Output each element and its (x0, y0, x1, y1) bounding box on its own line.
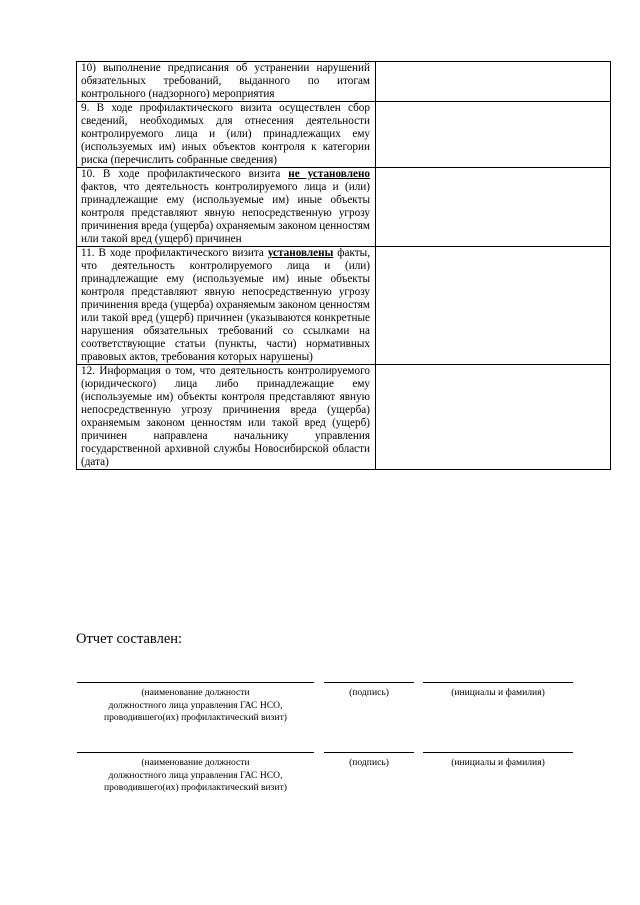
description-text: 10) выполнение предписания об устранении нарушений обязательных требований, выданного по итогам контрольного (надзорного) мероприятия (81, 62, 370, 100)
position-caption-line-3: проводившего(их) профилактический визит) (104, 782, 287, 793)
row-description (77, 247, 376, 365)
position-caption-line-1: (наименование должности (141, 757, 250, 768)
report-row (77, 62, 611, 102)
description-text: 12. Информация о том, что деятельность контролируемого (юридического) лица либо принадлежащие ему (используемые им) объекты контроля представляют явную непосредственную угрозу причинения вреда (ущерба) охраняемым законом ценностям или такой вред (ущерб) причинен направлена начальнику управления государственной архивной службы Новосибирской области (дата) (81, 365, 370, 468)
row-description (77, 102, 376, 168)
signature-line (324, 682, 414, 683)
report-row (77, 102, 611, 168)
emphasized-phrase: не установлено (288, 168, 370, 180)
name-line (423, 752, 573, 753)
row-value-cell[interactable] (376, 62, 611, 102)
signature-caption: (подпись) (349, 687, 389, 698)
position-caption (77, 687, 314, 725)
report-row (77, 247, 611, 365)
description-text: факты, что деятельность контролируемого лица и (или) принадлежащие ему (используемые им) иные объекты контроля представляют явную непосредственную угрозу причинения вреда (ущерба) охраняемым законом ценностям или такой вред (ущерб) причинен (указываются конкретные нарушения обязательных требований со ссылками на соответствующие статьи (пункты, части) нормативных правовых актов, требования которых нарушены) (81, 247, 370, 363)
position-caption (77, 757, 314, 795)
row-value-cell[interactable] (376, 365, 611, 470)
description-text: 11. В ходе профилактического визита (81, 247, 268, 259)
description-text: фактов, что деятельность контролируемого лица и (или) принадлежащие ему (используемые им) иные объекты контроля представляют явную непосредственную угрозу причинения вреда (ущерба) охраняемым законом ценностям или такой вред (ущерб) причинен (81, 181, 370, 245)
description-text: 10. В ходе профилактического визита (81, 168, 289, 180)
signature-caption: (подпись) (349, 757, 389, 768)
row-description (77, 62, 376, 102)
position-line (77, 752, 314, 753)
emphasized-phrase: установлены (267, 247, 334, 259)
position-caption-line-2: должностного лица управления ГАС НСО, (108, 699, 283, 711)
position-line (77, 682, 314, 683)
position-caption-line-3: проводившего(их) профилактический визит) (104, 712, 287, 723)
row-value-cell[interactable] (376, 168, 611, 247)
row-description (77, 365, 376, 470)
report-table (76, 61, 611, 470)
report-heading: Отчет составлен: (76, 631, 183, 647)
report-row (77, 365, 611, 470)
position-caption-line-1: (наименование должности (141, 687, 250, 698)
row-description (77, 168, 376, 247)
position-caption-line-2: должностного лица управления ГАС НСО, (108, 769, 283, 781)
row-value-cell[interactable] (376, 247, 611, 365)
name-line (423, 682, 573, 683)
name-caption: (инициалы и фамилия) (451, 757, 545, 768)
report-row (77, 168, 611, 247)
description-text: 9. В ходе профилактического визита осуществлен сбор сведений, необходимых для отнесения деятельности контролируемого лица и (или) принадлежащих ему (используемых им) иных объектов контроля к категории риска (перечислить собранные сведения) (81, 102, 370, 166)
name-caption: (инициалы и фамилия) (451, 687, 545, 698)
report-table-body (77, 62, 611, 470)
signature-line (324, 752, 414, 753)
row-value-cell[interactable] (376, 102, 611, 168)
